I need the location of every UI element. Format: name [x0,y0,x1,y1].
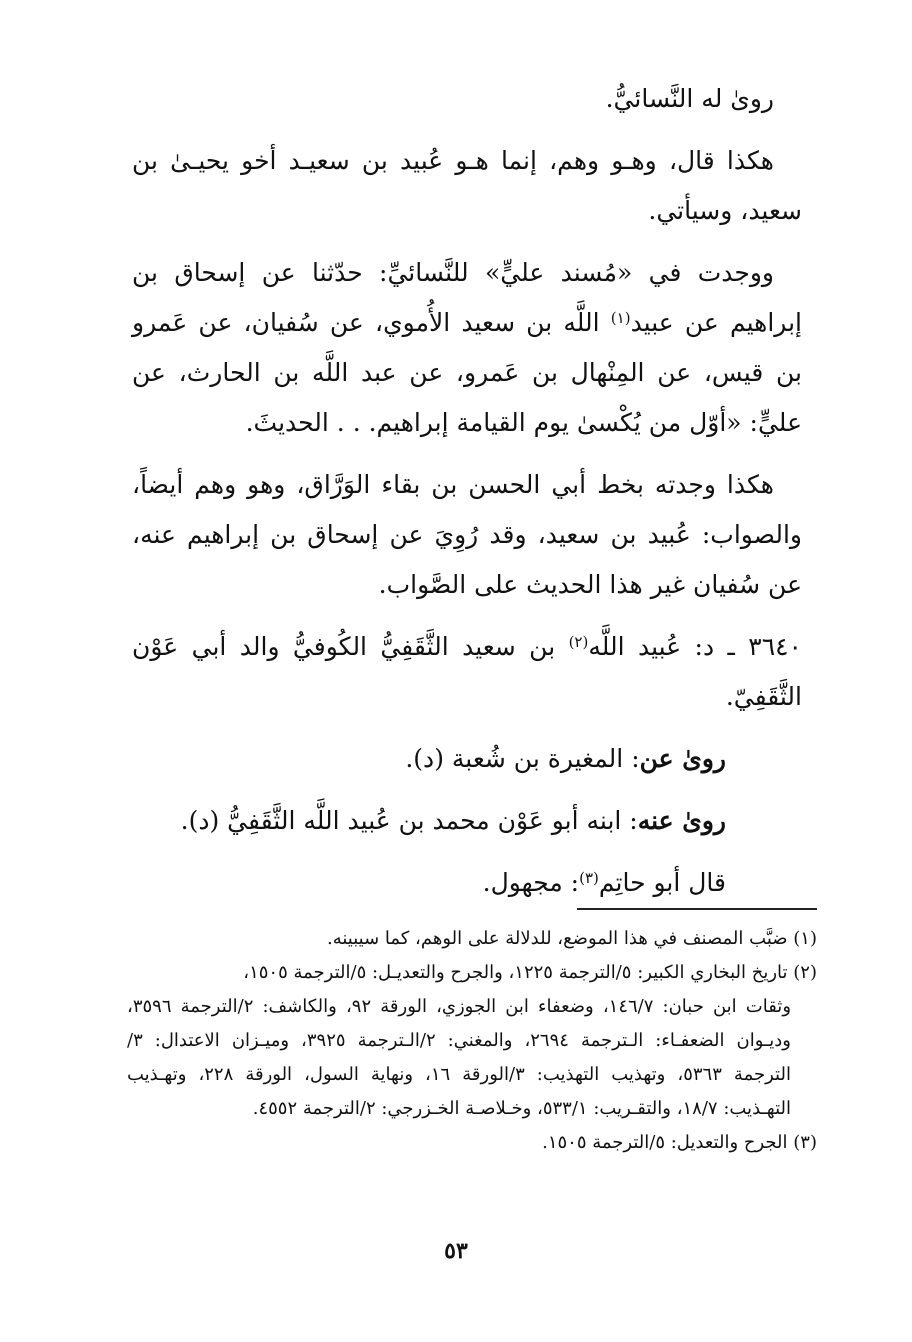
footnote-3-text: الجرح والتعديل: ٥/الترجمة ١٥٠٥. [542,1132,794,1153]
footnote-ref-3[interactable]: (٣) [579,869,599,887]
entry-name: عُبيد اللَّه [588,632,682,661]
paragraph-2-text: هكذا قال، وهـو وهم، إنما هـو عُبيد بن سعيـد أخو يحيـىٰ بن سعيد، وسيأتي. [132,146,802,225]
main-text [132,74,802,908]
footnote-1-number: (١) [793,928,817,949]
footnote-2 [127,956,817,1126]
narrated-from-label: روىٰ عن [639,744,726,773]
verdict-source: قال أبو حاتِم [598,868,726,897]
footnote-divider [577,908,817,910]
paragraph-2 [132,136,802,236]
narrated-from-text: : المغيرة بن شُعبة (د). [405,744,640,773]
footnote-3-number: (٣) [793,1132,817,1153]
footnote-ref-1[interactable]: (١) [610,309,631,327]
footnote-3 [127,1126,817,1160]
narrated-by-text: : ابنه أبو عَوْن محمد بن عُبيد اللَّه الثَّقَفِيُّ (د). [180,806,638,835]
entry-description: بن سعيد الثَّقَفِيُّ الكُوفيُّ والد أبي عَوْن الثَّقَفِيّ. [132,632,802,711]
narrated-from-row [132,734,802,784]
paragraph-1 [132,74,802,124]
footnotes [127,922,817,1160]
paragraph-3 [132,248,802,448]
paragraph-3-text-a: ووجدت في «مُسند عليٍّ» للنَّسائيِّ: حدّثنا عن إسحاق بن إبراهيم عن عبيد [132,258,802,337]
paragraph-4 [132,460,802,610]
narrated-by-row [132,796,802,846]
footnote-2-number: (٢) [793,962,817,983]
verdict-text: : مجهول. [482,868,580,897]
paragraph-1-text: روىٰ له النَّسائيُّ. [605,84,774,113]
footnote-2-text-first: تاريخ البخاري الكبير: ٥/الترجمة ١٢٢٥، والجرح والتعديـل: ٥/الترجمة ١٥٠٥، [243,962,794,983]
page-number: ٥٣ [444,1238,468,1264]
paragraph-3-text-b: اللَّه بن سعيد الأُموي، عن سُفيان، عن عَمرو بن قيس، عن المِنْهال بن عَمرو، عن عبد اللَّه بن الحارث، عن عليٍّ: «أوّل من يُكْسىٰ يوم القيامة إبراهيم. . . الحديثَ. [132,308,802,437]
footnote-2-text-rest: وثقات ابن حبان: ١٤٦/٧، وضعفاء ابن الجوزي، الورقة ٩٢، والكاشف: ٢/الترجمة ٣٥٩٦، وديـوان الضعفـاء: الـترجمة ٢٦٩٤، والمغني: ٢/الـترجمة ٣٩٢٥، وميـزان الاعتدال: ٣/الترجمة ٥٣٦٣، وتهذيب التهذيب: ٣/الورقة ١٦، ونهاية السول، الورقة ٢٢٨، وتهـذيب التهـذيب: ١٨/٧، والتقـريب: ٥٣٣/١، وخـلاصـة الخـزرجي: ٢/الترجمة ٤٥٥٢. [127,996,792,1119]
footnote-1-text: ضبَّب المصنف في هذا الموضع، للدلالة على الوهم، كما سيبينه. [326,928,794,949]
narrated-by-label: روىٰ عنه [637,806,726,835]
paragraph-4-text: هكذا وجدته بخط أبي الحسن بن بقاء الوَرَّاق، وهو وهم أيضاً، والصواب: عُبيد بن سعيد، وقد رُوِيَ عن إسحاق بن إبراهيم عنه، عن سُفيان غير هذا الحديث على الصَّواب. [132,470,802,599]
verdict-row [132,858,802,908]
footnote-ref-2[interactable]: (٢) [568,633,589,651]
entry-number: ٣٦٤٠ ـ د: [681,632,802,661]
footnote-1 [127,922,817,956]
entry-heading [132,622,802,722]
